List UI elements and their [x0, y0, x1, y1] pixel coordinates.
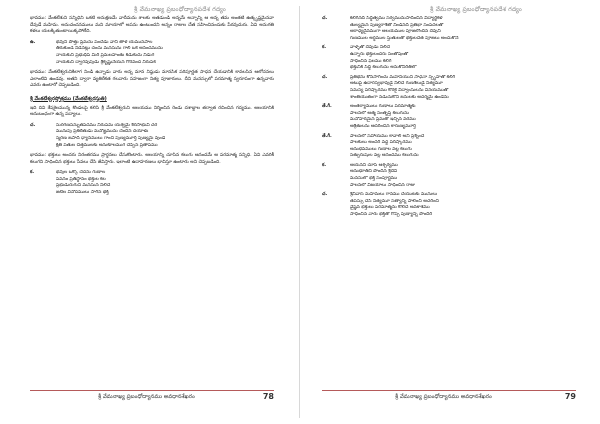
left-verse-2 [30, 123, 274, 149]
verse-line: సాధించిన వారు భక్తితో గొప్ప పుణ్యాన్ని పొందిరి [350, 212, 433, 218]
verse-line: సాధించిన ఫలము కలిగే [350, 58, 392, 64]
verse-line: ఉన్నారు భక్తులందరు సంతోషంతో [350, 51, 409, 57]
page-number: 78 [262, 392, 274, 401]
verse-line: మనసులో భక్తి సంపూర్ణము [350, 176, 398, 182]
verse-line: జటిల వినోదములు సాగిన భక్తి [56, 190, 109, 196]
verse-line: వాళ్ళతో దేవుడు నిలిచె [350, 45, 390, 51]
verse-label: తే.గీ. [322, 133, 332, 139]
left-page-content [30, 16, 274, 201]
verse-label: క. [322, 162, 327, 168]
right-page-content [322, 16, 576, 222]
footer-title: శ్రీ వేమనాఖ్య ప్రబంధోద్యానము అవధానశేఖరం [98, 393, 195, 400]
verse-line: తపస్సు చేసి నిత్యమూ సత్యాన్ని పాలించి ఆచరించి [350, 198, 439, 204]
right-verse [322, 192, 576, 218]
right-verse [322, 16, 576, 42]
right-verse [322, 163, 576, 189]
verse-line: నాయకుని ప్రభుధిపి మీరి ప్రమలహంతు కీడుకుదు నిడుగ [56, 52, 155, 58]
verse-line: ఆరాధ్యదైవముగా ఆలయముల పూజలొందిన దేవుని [350, 29, 441, 35]
verse-line: తీరుకుండ నిడెనట్లు చందు మనసును గాలి ఒకే ఆనందమును [56, 46, 163, 52]
verse-line: సురగణసన్నుతపదము నిరుపమ యశ్వమై శిరసాభువి చర [56, 122, 158, 128]
verse-line: సమస్య పరిష్కారము కొరకై విద్వాంసులను వినయముతో [350, 87, 449, 93]
left-running-head: శ్రీ వేమనాఖ్య ప్రబంధోద్యానపదేశ గద్యం [133, 6, 227, 13]
left-footer [30, 390, 274, 402]
verse-line: ఆయనని చూసి ఆశ్చర్యము [350, 162, 398, 168]
verse-line: నాయకుని ద్వారవుపుడు శ్రీకృష్ణునేయన గొరవంద నిరుపక [56, 59, 156, 65]
verse-line: పవనం ప్రతిస్థానం భక్తుల కల [56, 176, 106, 182]
verse-line: భక్తునికి సిద్ధి కలుగును అనుకోనిరీతిలో [350, 65, 417, 71]
left-paragraph-4: భావము: భక్తులు అందరు నిరంతరము ప్రార్థనలు చేసుకొంటారు. ఆలయాన్ని చూసిన కలుగు ఆనందమే ఆ పరమాత్మ సన్నిధి. ఏవి ఎవరికీ కలుగని సాధించిన భక్తులు సేవలు చేసి జీవిస్తారు. ఇలాంటి ఉదాహరణలు భావిస్తూ ఉంటారు అని చెప్పబడింది. [30, 153, 274, 165]
left-paragraph-1: భావము: వేంకటేశుని సన్నిధిని ఒకటి అనుక్షణమే వాదీమను శాలకు అతడుండి అన్నమే అన్నాన్ని ఆ అన్న తమ అంతటి ఉత్కృష్టమైనవా దేవుడే మహిమ. అనుచందనములు మని మాయాలో అపను ఉంటుందని అన్నం రాజుల చేత సహించినందుకు పేరవుదురు. ఏవి అనుగతి కళలు యలక్కితుంటాయిక్కపోలేది. [30, 16, 274, 35]
right-verse [322, 45, 576, 71]
verse-line: స్మరణ జపాది ధ్యానములు గాంచి పుణ్యమూర్తి పుణ్యమై వుండె [56, 135, 166, 141]
verse-line: అంతర్యాములు గుణాలు పరమాత్మకు [350, 104, 416, 110]
verse-line: అనుభూతిని పొందిన శ్రీదేవి [350, 169, 398, 175]
verse-label: చ. [30, 122, 36, 128]
verse-line: పాలనలో విజయాలు సాధించిన రాజు [350, 182, 415, 188]
verse-line: మునుపు ప్రకటితుడు మనోజ్ఞమును చెందిన దయాళు [56, 129, 149, 135]
footer-title: శ్రీ వేమనాఖ్య ప్రబంధోద్యానము అవధానశేఖరం [395, 393, 492, 400]
left-paragraph-2: భావము: వేంకటేశ్వరునికిలాగ నిండి ఉన్నాడు వారు అన్న మాన నిష్ఠుడు మానసిక పరిపూర్ణత సాధన చేయడానికి కావలసిన ఆలోచనలు ఎలాంటివి ఉండవు. అతని ద్వారా వ్యతిరేకత గలవారు సహజంగా నిత్య పూజారులు. దీని మనస్సులో పరమాత్మ స్వరూపంగా ఉన్నవారు ఎవరు ఉంటారో చెప్పబడింది. [30, 70, 274, 89]
verse-label: తే.గీ. [322, 104, 332, 110]
verse-line: తుల్యమైన పుణ్యరాశితో నిండినది ప్రతిభా సంపదలతో [350, 22, 444, 28]
verse-line: గుణముల అర్ధముల స్తుతులతో భక్తులచేత పూజలు అందుకొనె [350, 35, 459, 41]
verse-label: చ. [322, 16, 328, 21]
right-running-head: శ్రీ వేమనాఖ్య ప్రబంధోద్యానపదేశ గద్యం [429, 6, 523, 13]
verse-line: పాలనలో ఆత్మ సంతృప్తి కలుగును [350, 110, 409, 116]
verse-line: ప్రతిభను కొనసాగించు మహనీయుని సాధనా స్పృహతో కలిగి [350, 74, 456, 80]
verse-line: ప్రభుడురుగుని మనసున నిలిచే [56, 183, 111, 189]
verse-label: చ. [322, 192, 328, 198]
right-footer [322, 390, 576, 402]
verse-line: అనుభవములు గుణాల వల్ల కలుగు [350, 146, 412, 152]
page-number: 79 [564, 392, 576, 401]
verse-label: చ. [322, 74, 328, 80]
verse-line: భవుల ఒక్కో చేదను గుణాల [56, 170, 106, 176]
right-verse [322, 75, 576, 101]
verse-label: క. [322, 45, 327, 51]
right-verse [322, 104, 576, 130]
verse-line: అటుపై ఉదారస్వభావుడై నిలిచె గుణశీలుడై నిత్యమూ [350, 81, 443, 87]
section-heading: శ్రీ వేంకటేశ్వరస్తోత్రము (వేంకటేశ్వరస్తుతి) [30, 95, 107, 102]
left-verse-3 [30, 170, 274, 196]
verse-label: ఉ. [30, 39, 36, 45]
verse-line: ఆశ్రితులను ఆదరించిన కారుణ్యమూర్తి [350, 123, 416, 129]
verse-line: పాలనలో సహాయము కావాలి అని ప్రశ్నించే [350, 133, 425, 139]
verse-line: క్షితి పతుల చిత్తములకు అనుకూలముగ చెప్పిన ప్రతాపము [56, 142, 158, 148]
verse-line: వైష్ణవ భక్తులు పరమాత్మను కొలిచే అవకాశము [350, 205, 430, 211]
verse-line: శ్రీనివాస మహిమలు గానము చేయుటకు మునులు [350, 192, 438, 198]
verse-line: సత్పురుషుల వల్ల ఆనందము కలుగును [350, 153, 419, 159]
right-verse [322, 134, 576, 160]
verse-line: భవుని పొత్తు ప్రేమను పంచెడు వాని తాళ యమునపాల [56, 39, 153, 45]
verse-line: కలిగినది సిద్ధిత్వము సర్వమునుసాదించిన విద్యార్థికళ [350, 16, 443, 21]
verse-line: శాంతియుతంగా నడుచుకొని జనులకు ఆదర్శమై ఉండెను [350, 94, 449, 100]
verse-line: పాలకులు అందరి వద్ద పరిష్కారము [350, 140, 412, 146]
left-paragraph-3: ఇది దివి శేషశైలమున్న కొండలపై కలిసి శ్రీ వేంకటేశ్వరుని ఆలయము నిర్మించిన రెండు దశాబ్దాల తర్వాత రచించిన గద్యము. ఆలయానికి అనుబంధంగా ఉన్న పద్యాలు. [30, 105, 274, 118]
right-page [300, 0, 600, 424]
verse-line: మనోహరమైన ప్రేమతో ఇచ్చిన వరము [350, 117, 416, 123]
left-verse-1 [30, 40, 274, 66]
verse-label: క. [30, 170, 35, 176]
